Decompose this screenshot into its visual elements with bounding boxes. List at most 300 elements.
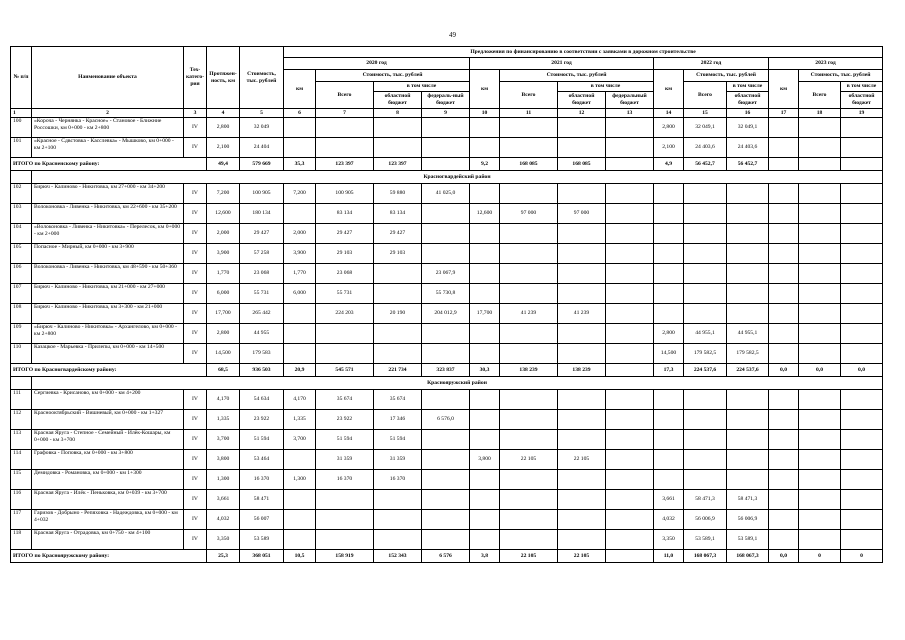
financing-value bbox=[769, 510, 799, 530]
total-value: 0 bbox=[799, 550, 841, 563]
financing-value bbox=[470, 264, 500, 284]
financing-value bbox=[500, 530, 558, 550]
cost-value: 44 955 bbox=[240, 324, 284, 344]
table-row bbox=[11, 344, 883, 364]
financing-value bbox=[841, 118, 883, 138]
district-name: Краснояружский район bbox=[32, 377, 883, 390]
financing-value bbox=[422, 530, 470, 550]
cost-value: 179 583 bbox=[240, 344, 284, 364]
financing-value: 16 370 bbox=[316, 470, 374, 490]
tech-category: IV bbox=[184, 344, 207, 364]
object-name: «Волоконовка - Ливенка - Никитовка» - Перелесок, км 0+000 - км 2+000 bbox=[32, 224, 184, 244]
object-name: Красная Яруга - Илёк - Пеньковка, км 0+039 - км 3+700 bbox=[32, 490, 184, 510]
tech-category: IV bbox=[184, 264, 207, 284]
financing-value bbox=[422, 470, 470, 490]
financing-value: 51 594 bbox=[316, 430, 374, 450]
cost-value: 32 049 bbox=[240, 118, 284, 138]
financing-value bbox=[841, 470, 883, 490]
length-km: 2,000 bbox=[207, 224, 240, 244]
header-year-2022: 2022 год bbox=[654, 58, 769, 70]
financing-value bbox=[841, 324, 883, 344]
financing-value bbox=[606, 184, 654, 204]
total-value: 56 452,7 bbox=[684, 158, 727, 171]
header-cost: Стоимость, тыс. рублей bbox=[240, 47, 284, 109]
header-year-2021: 2021 год bbox=[470, 58, 654, 70]
table-row bbox=[11, 450, 883, 470]
financing-value bbox=[374, 264, 422, 284]
financing-value: 31 359 bbox=[316, 450, 374, 470]
table-row bbox=[11, 264, 883, 284]
column-number: 2 bbox=[32, 109, 184, 118]
tech-category: IV bbox=[184, 390, 207, 410]
financing-value bbox=[654, 304, 684, 324]
financing-value bbox=[727, 204, 769, 224]
financing-value: 2,100 bbox=[654, 138, 684, 158]
row-number: 106 bbox=[11, 264, 32, 284]
financing-value bbox=[558, 344, 606, 364]
cost-value: 56 007 bbox=[240, 510, 284, 530]
financing-value: 22 105 bbox=[500, 450, 558, 470]
table-row bbox=[11, 204, 883, 224]
financing-value bbox=[500, 430, 558, 450]
column-number: 6 bbox=[284, 109, 316, 118]
financing-value bbox=[558, 410, 606, 430]
length-km: 2,100 bbox=[207, 138, 240, 158]
total-length: 25,3 bbox=[207, 550, 240, 563]
financing-value bbox=[470, 224, 500, 244]
financing-value bbox=[769, 138, 799, 158]
financing-value bbox=[799, 264, 841, 284]
tech-category: IV bbox=[184, 470, 207, 490]
financing-value bbox=[606, 410, 654, 430]
table-header bbox=[11, 47, 883, 118]
financing-value bbox=[500, 410, 558, 430]
header-category: Тех-катего-рия bbox=[184, 47, 207, 109]
financing-value: 35 674 bbox=[374, 390, 422, 410]
financing-value bbox=[606, 530, 654, 550]
financing-value: 29 103 bbox=[374, 244, 422, 264]
financing-value: 2,800 bbox=[654, 118, 684, 138]
financing-value: 3,661 bbox=[654, 490, 684, 510]
table-row bbox=[11, 138, 883, 158]
object-name: Красная Яруга - Отрадовка, км 0+750 - км 4+100 bbox=[32, 530, 184, 550]
financing-value bbox=[684, 470, 727, 490]
financing-value bbox=[558, 490, 606, 510]
financing-value: 55 731 bbox=[316, 284, 374, 304]
financing-value bbox=[374, 118, 422, 138]
row-number: 100 bbox=[11, 118, 32, 138]
financing-value bbox=[684, 450, 727, 470]
financing-value bbox=[769, 244, 799, 264]
financing-value bbox=[841, 530, 883, 550]
column-number: 19 bbox=[841, 109, 883, 118]
column-number: 8 bbox=[374, 109, 422, 118]
financing-value: 24 403,6 bbox=[684, 138, 727, 158]
financing-value bbox=[727, 304, 769, 324]
financing-value bbox=[500, 390, 558, 410]
total-value: 152 343 bbox=[374, 550, 422, 563]
financing-value: 3,900 bbox=[284, 244, 316, 264]
object-name: Волоконовка - Ливенка - Никитовка, км 48+590 - км 50+360 bbox=[32, 264, 184, 284]
financing-value bbox=[769, 410, 799, 430]
financing-value bbox=[799, 324, 841, 344]
financing-value bbox=[470, 410, 500, 430]
total-cost: 368 051 bbox=[240, 550, 284, 563]
total-value bbox=[769, 158, 799, 171]
row-number: 117 bbox=[11, 510, 32, 530]
header-total-2022: Всего bbox=[684, 82, 727, 109]
financing-value bbox=[284, 510, 316, 530]
financing-value bbox=[374, 530, 422, 550]
financing-value bbox=[654, 390, 684, 410]
financing-value: 1,770 bbox=[284, 264, 316, 284]
financing-value bbox=[727, 184, 769, 204]
total-value: 545 571 bbox=[316, 364, 374, 377]
total-cost: 579 669 bbox=[240, 158, 284, 171]
length-km: 1,335 bbox=[207, 410, 240, 430]
financing-value bbox=[684, 224, 727, 244]
column-number: 10 bbox=[470, 109, 500, 118]
financing-value: 3,700 bbox=[284, 430, 316, 450]
financing-value bbox=[284, 530, 316, 550]
financing-value bbox=[422, 344, 470, 364]
tech-category: IV bbox=[184, 204, 207, 224]
financing-value bbox=[470, 284, 500, 304]
length-km: 3,800 bbox=[207, 450, 240, 470]
header-name: Наименование объекта bbox=[32, 47, 184, 109]
column-number: 14 bbox=[654, 109, 684, 118]
financing-value bbox=[284, 204, 316, 224]
total-value: 10,5 bbox=[284, 550, 316, 563]
header-no: № п/п bbox=[11, 47, 32, 109]
financing-value: 12,600 bbox=[470, 204, 500, 224]
total-value: 3,8 bbox=[470, 550, 500, 563]
financing-value bbox=[316, 138, 374, 158]
financing-value: 4,170 bbox=[284, 390, 316, 410]
row-number: 105 bbox=[11, 244, 32, 264]
row-number: 101 bbox=[11, 138, 32, 158]
total-value: 0,0 bbox=[841, 364, 883, 377]
row-number: 118 bbox=[11, 530, 32, 550]
financing-value bbox=[558, 224, 606, 244]
tech-category: IV bbox=[184, 450, 207, 470]
financing-value bbox=[606, 204, 654, 224]
column-number: 18 bbox=[799, 109, 841, 118]
financing-value bbox=[500, 138, 558, 158]
financing-value: 41 239 bbox=[558, 304, 606, 324]
total-value: 30,3 bbox=[470, 364, 500, 377]
column-number: 13 bbox=[606, 109, 654, 118]
financing-value bbox=[470, 138, 500, 158]
financing-value bbox=[654, 470, 684, 490]
table-row bbox=[11, 390, 883, 410]
header-year-2020: 2020 год bbox=[284, 58, 470, 70]
length-km: 4,032 bbox=[207, 510, 240, 530]
column-number: 5 bbox=[240, 109, 284, 118]
financing-value bbox=[684, 390, 727, 410]
header-regional-2022: областной бюджет bbox=[727, 92, 769, 109]
financing-value bbox=[654, 264, 684, 284]
financing-value bbox=[799, 138, 841, 158]
financing-value bbox=[727, 284, 769, 304]
total-value: 20,9 bbox=[284, 364, 316, 377]
financing-value bbox=[500, 324, 558, 344]
district-row bbox=[11, 171, 883, 184]
tech-category: IV bbox=[184, 510, 207, 530]
total-value: 323 837 bbox=[422, 364, 470, 377]
financing-value bbox=[799, 410, 841, 430]
financing-value: 59 880 bbox=[374, 184, 422, 204]
length-km: 4,170 bbox=[207, 390, 240, 410]
financing-value bbox=[654, 244, 684, 264]
header-total-2023: Всего bbox=[799, 82, 841, 109]
total-value: 17,3 bbox=[654, 364, 684, 377]
tech-category: IV bbox=[184, 284, 207, 304]
financing-value bbox=[654, 450, 684, 470]
row-number: 102 bbox=[11, 184, 32, 204]
object-name: Бирюч - Калиново - Никитовка, км 27+000 - км 34+200 bbox=[32, 184, 184, 204]
tech-category: IV bbox=[184, 184, 207, 204]
financing-value: 3,350 bbox=[654, 530, 684, 550]
financing-value bbox=[799, 284, 841, 304]
tech-category: IV bbox=[184, 490, 207, 510]
financing-value bbox=[684, 264, 727, 284]
table-row bbox=[11, 430, 883, 450]
financing-value bbox=[422, 430, 470, 450]
column-number: 3 bbox=[184, 109, 207, 118]
total-value: 11,0 bbox=[654, 550, 684, 563]
district-total-row bbox=[11, 158, 883, 171]
financing-value: 23 922 bbox=[316, 410, 374, 430]
financing-value bbox=[606, 390, 654, 410]
financing-value: 55 730,8 bbox=[422, 284, 470, 304]
row-number: 116 bbox=[11, 490, 32, 510]
total-value bbox=[606, 364, 654, 377]
header-incl-2021: в том числе bbox=[558, 82, 654, 92]
financing-value bbox=[799, 390, 841, 410]
table-row bbox=[11, 118, 883, 138]
financing-value bbox=[606, 344, 654, 364]
object-name: «Короча - Чернянка - Красное» - Становое - Ближние Россошки, км 0+000 - км 2+800 bbox=[32, 118, 184, 138]
financing-value bbox=[606, 138, 654, 158]
length-km: 1,300 bbox=[207, 470, 240, 490]
row-number: 110 bbox=[11, 344, 32, 364]
header-year-2023: 2023 год bbox=[769, 58, 883, 70]
financing-value: 4,032 bbox=[654, 510, 684, 530]
financing-value bbox=[841, 304, 883, 324]
total-value bbox=[841, 158, 883, 171]
cost-value: 16 370 bbox=[240, 470, 284, 490]
financing-value: 32 049,1 bbox=[727, 118, 769, 138]
financing-value bbox=[606, 118, 654, 138]
financing-value bbox=[500, 224, 558, 244]
header-total-2021: Всего bbox=[500, 82, 558, 109]
financing-value bbox=[374, 284, 422, 304]
financing-value: 23 068 bbox=[316, 264, 374, 284]
total-value: 168 085 bbox=[500, 158, 558, 171]
table-row bbox=[11, 184, 883, 204]
financing-value bbox=[841, 184, 883, 204]
financing-value bbox=[654, 284, 684, 304]
financing-value bbox=[422, 450, 470, 470]
financing-value bbox=[799, 450, 841, 470]
financing-value bbox=[799, 204, 841, 224]
financing-value: 53 589,1 bbox=[684, 530, 727, 550]
financing-value bbox=[284, 118, 316, 138]
table-row bbox=[11, 284, 883, 304]
object-name: «Бирюч - Калиново - Никитовка» - Архангелово, км 0+000 - км 2+800 bbox=[32, 324, 184, 344]
financing-value bbox=[284, 304, 316, 324]
column-number: 7 bbox=[316, 109, 374, 118]
financing-value bbox=[769, 530, 799, 550]
financing-table bbox=[10, 46, 883, 563]
header-incl-2020: в том числе bbox=[374, 82, 470, 92]
financing-value bbox=[841, 390, 883, 410]
financing-value bbox=[422, 118, 470, 138]
financing-value bbox=[799, 430, 841, 450]
length-km: 1,770 bbox=[207, 264, 240, 284]
financing-value bbox=[470, 344, 500, 364]
financing-value bbox=[606, 430, 654, 450]
column-number: 15 bbox=[684, 109, 727, 118]
total-value: 6 576 bbox=[422, 550, 470, 563]
column-number: 1 bbox=[11, 109, 32, 118]
total-value: 168 067,3 bbox=[684, 550, 727, 563]
financing-value bbox=[769, 390, 799, 410]
total-length: 49,4 bbox=[207, 158, 240, 171]
financing-value bbox=[841, 284, 883, 304]
financing-value bbox=[799, 118, 841, 138]
financing-value bbox=[470, 184, 500, 204]
financing-value bbox=[841, 224, 883, 244]
financing-value bbox=[684, 410, 727, 430]
financing-value: 224 203 bbox=[316, 304, 374, 324]
financing-value bbox=[470, 430, 500, 450]
financing-value bbox=[558, 284, 606, 304]
financing-value bbox=[316, 490, 374, 510]
financing-value bbox=[769, 324, 799, 344]
total-length: 68,5 bbox=[207, 364, 240, 377]
financing-value: 97 000 bbox=[558, 204, 606, 224]
financing-value bbox=[316, 324, 374, 344]
financing-value: 20 190 bbox=[374, 304, 422, 324]
financing-value bbox=[769, 450, 799, 470]
financing-value: 53 589,1 bbox=[727, 530, 769, 550]
financing-value bbox=[606, 450, 654, 470]
tech-category: IV bbox=[184, 224, 207, 244]
financing-value bbox=[606, 490, 654, 510]
financing-value bbox=[654, 204, 684, 224]
total-value: 158 919 bbox=[316, 550, 374, 563]
financing-value bbox=[558, 390, 606, 410]
column-number-row bbox=[11, 109, 883, 118]
financing-value bbox=[799, 530, 841, 550]
financing-value bbox=[284, 344, 316, 364]
financing-value bbox=[799, 244, 841, 264]
table-row bbox=[11, 304, 883, 324]
header-regional-2023: областной бюджет bbox=[841, 92, 883, 109]
object-name: Волоконовка - Ливенка - Никитовка, км 22+600 - км 35+200 bbox=[32, 204, 184, 224]
tech-category: IV bbox=[184, 118, 207, 138]
cost-value: 53 589 bbox=[240, 530, 284, 550]
financing-value: 16 370 bbox=[374, 470, 422, 490]
header-length: Протяжен-ность, км bbox=[207, 47, 240, 109]
financing-value: 204 012,9 bbox=[422, 304, 470, 324]
row-number: 109 bbox=[11, 324, 32, 344]
financing-value: 58 471,3 bbox=[684, 490, 727, 510]
cost-value: 23 068 bbox=[240, 264, 284, 284]
financing-value bbox=[769, 118, 799, 138]
financing-value bbox=[841, 204, 883, 224]
tech-category: IV bbox=[184, 324, 207, 344]
financing-value bbox=[374, 324, 422, 344]
cost-value: 53 464 bbox=[240, 450, 284, 470]
financing-value: 6 576,0 bbox=[422, 410, 470, 430]
object-name: Графовка - Поповка, км 0+000 - км 3+800 bbox=[32, 450, 184, 470]
financing-value bbox=[799, 304, 841, 324]
financing-value: 35 674 bbox=[316, 390, 374, 410]
total-value: 22 105 bbox=[558, 550, 606, 563]
financing-value bbox=[606, 284, 654, 304]
financing-value: 6,000 bbox=[284, 284, 316, 304]
total-value: 0,0 bbox=[799, 364, 841, 377]
financing-value: 51 594 bbox=[374, 430, 422, 450]
financing-value bbox=[606, 244, 654, 264]
financing-value bbox=[558, 138, 606, 158]
cost-value: 29 427 bbox=[240, 224, 284, 244]
financing-value: 83 134 bbox=[316, 204, 374, 224]
financing-value: 17 346 bbox=[374, 410, 422, 430]
financing-value bbox=[422, 510, 470, 530]
financing-value bbox=[727, 430, 769, 450]
table-row bbox=[11, 244, 883, 264]
cost-value: 100 905 bbox=[240, 184, 284, 204]
district-row bbox=[11, 377, 883, 390]
financing-value bbox=[316, 530, 374, 550]
financing-value: 17,700 bbox=[470, 304, 500, 324]
financing-value bbox=[500, 284, 558, 304]
total-value: 9,2 bbox=[470, 158, 500, 171]
financing-value bbox=[799, 184, 841, 204]
financing-value: 58 471,3 bbox=[727, 490, 769, 510]
object-name: Демидовка - Романовка, км 0+000 - км 1+300 bbox=[32, 470, 184, 490]
row-number: 113 bbox=[11, 430, 32, 450]
cost-value: 23 922 bbox=[240, 410, 284, 430]
header-regional-2021: областной бюджет bbox=[558, 92, 606, 109]
object-name: Гаризов - Добрыно - Репяховка - Надеждовка, км 0+000 - км 4+032 bbox=[32, 510, 184, 530]
total-value: 123 397 bbox=[316, 158, 374, 171]
header-incl-2022: в том числе bbox=[727, 82, 769, 92]
header-cost-2023: Стоимость, тыс. рублей bbox=[799, 70, 883, 82]
header-km-2020: км bbox=[284, 70, 316, 109]
financing-value bbox=[727, 224, 769, 244]
financing-value bbox=[799, 470, 841, 490]
financing-value bbox=[727, 244, 769, 264]
row-number: 103 bbox=[11, 204, 32, 224]
financing-value bbox=[606, 470, 654, 490]
financing-value bbox=[769, 470, 799, 490]
financing-value bbox=[500, 490, 558, 510]
header-cost-2020: Стоимость, тыс. рублей bbox=[316, 70, 470, 82]
row-number: 111 bbox=[11, 390, 32, 410]
tech-category: IV bbox=[184, 304, 207, 324]
district-name: Красногвардейский район bbox=[32, 171, 883, 184]
financing-value bbox=[841, 510, 883, 530]
row-number: 115 bbox=[11, 470, 32, 490]
column-number: 16 bbox=[727, 109, 769, 118]
tech-category: IV bbox=[184, 430, 207, 450]
header-km-2022: км bbox=[654, 70, 684, 109]
